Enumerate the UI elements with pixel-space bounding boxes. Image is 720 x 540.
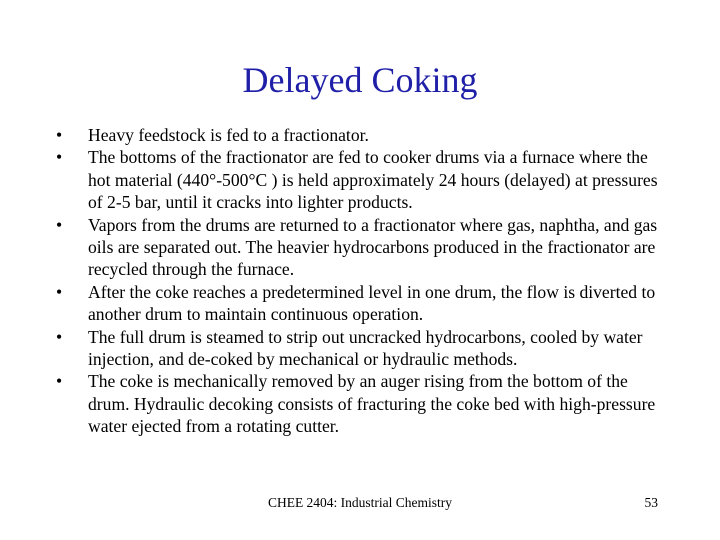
bullet-item xyxy=(56,146,660,213)
bullet-text: Vapors from the drums are returned to a fractionator where gas, naphtha, and gas oils are separated out. The heavier hydrocarbons produced in the fractionator are recycled through the furnace. xyxy=(88,214,658,280)
page-number: 53 xyxy=(644,495,658,510)
bullet-mark: • xyxy=(56,147,63,168)
bullet-text: The full drum is steamed to strip out uncracked hydrocarbons, cooled by water injection, and de-coked by mechanical or hydraulic methods. xyxy=(88,326,643,370)
bullet-mark: • xyxy=(56,125,63,145)
bullet-mark: • xyxy=(56,371,63,392)
bullet-item xyxy=(56,370,660,437)
bullet-text: The bottoms of the fractionator are fed to cooker drums via a furnace where the hot material (440°-500°C ) is held approximately 24 hours (delayed) at pressures of 2-5 bar, until it cracks into lighter products. xyxy=(88,147,658,213)
bullet-item xyxy=(56,326,660,371)
bullet-item xyxy=(56,281,660,326)
bullet-text: The coke is mechanically removed by an auger rising from the bottom of the drum. Hydraulic decoking consists of fracturing the coke bed with high-pressure water ejected from a rotating cutter. xyxy=(88,371,656,437)
bullet-text: Heavy feedstock is fed to a fractionator. xyxy=(88,125,369,145)
bullet-mark: • xyxy=(56,281,63,302)
bullet-text: After the coke reaches a predetermined level in one drum, the flow is diverted to another drum to maintain continuous operation. xyxy=(88,281,656,325)
bullet-item xyxy=(56,214,660,281)
bullet-list xyxy=(56,124,660,438)
footer-text: CHEE 2404: Industrial Chemistry xyxy=(267,495,453,510)
bullet-mark: • xyxy=(56,214,63,235)
slide-title: Delayed Coking xyxy=(242,60,478,100)
bullet-mark: • xyxy=(56,326,63,347)
bullet-item xyxy=(56,124,660,146)
